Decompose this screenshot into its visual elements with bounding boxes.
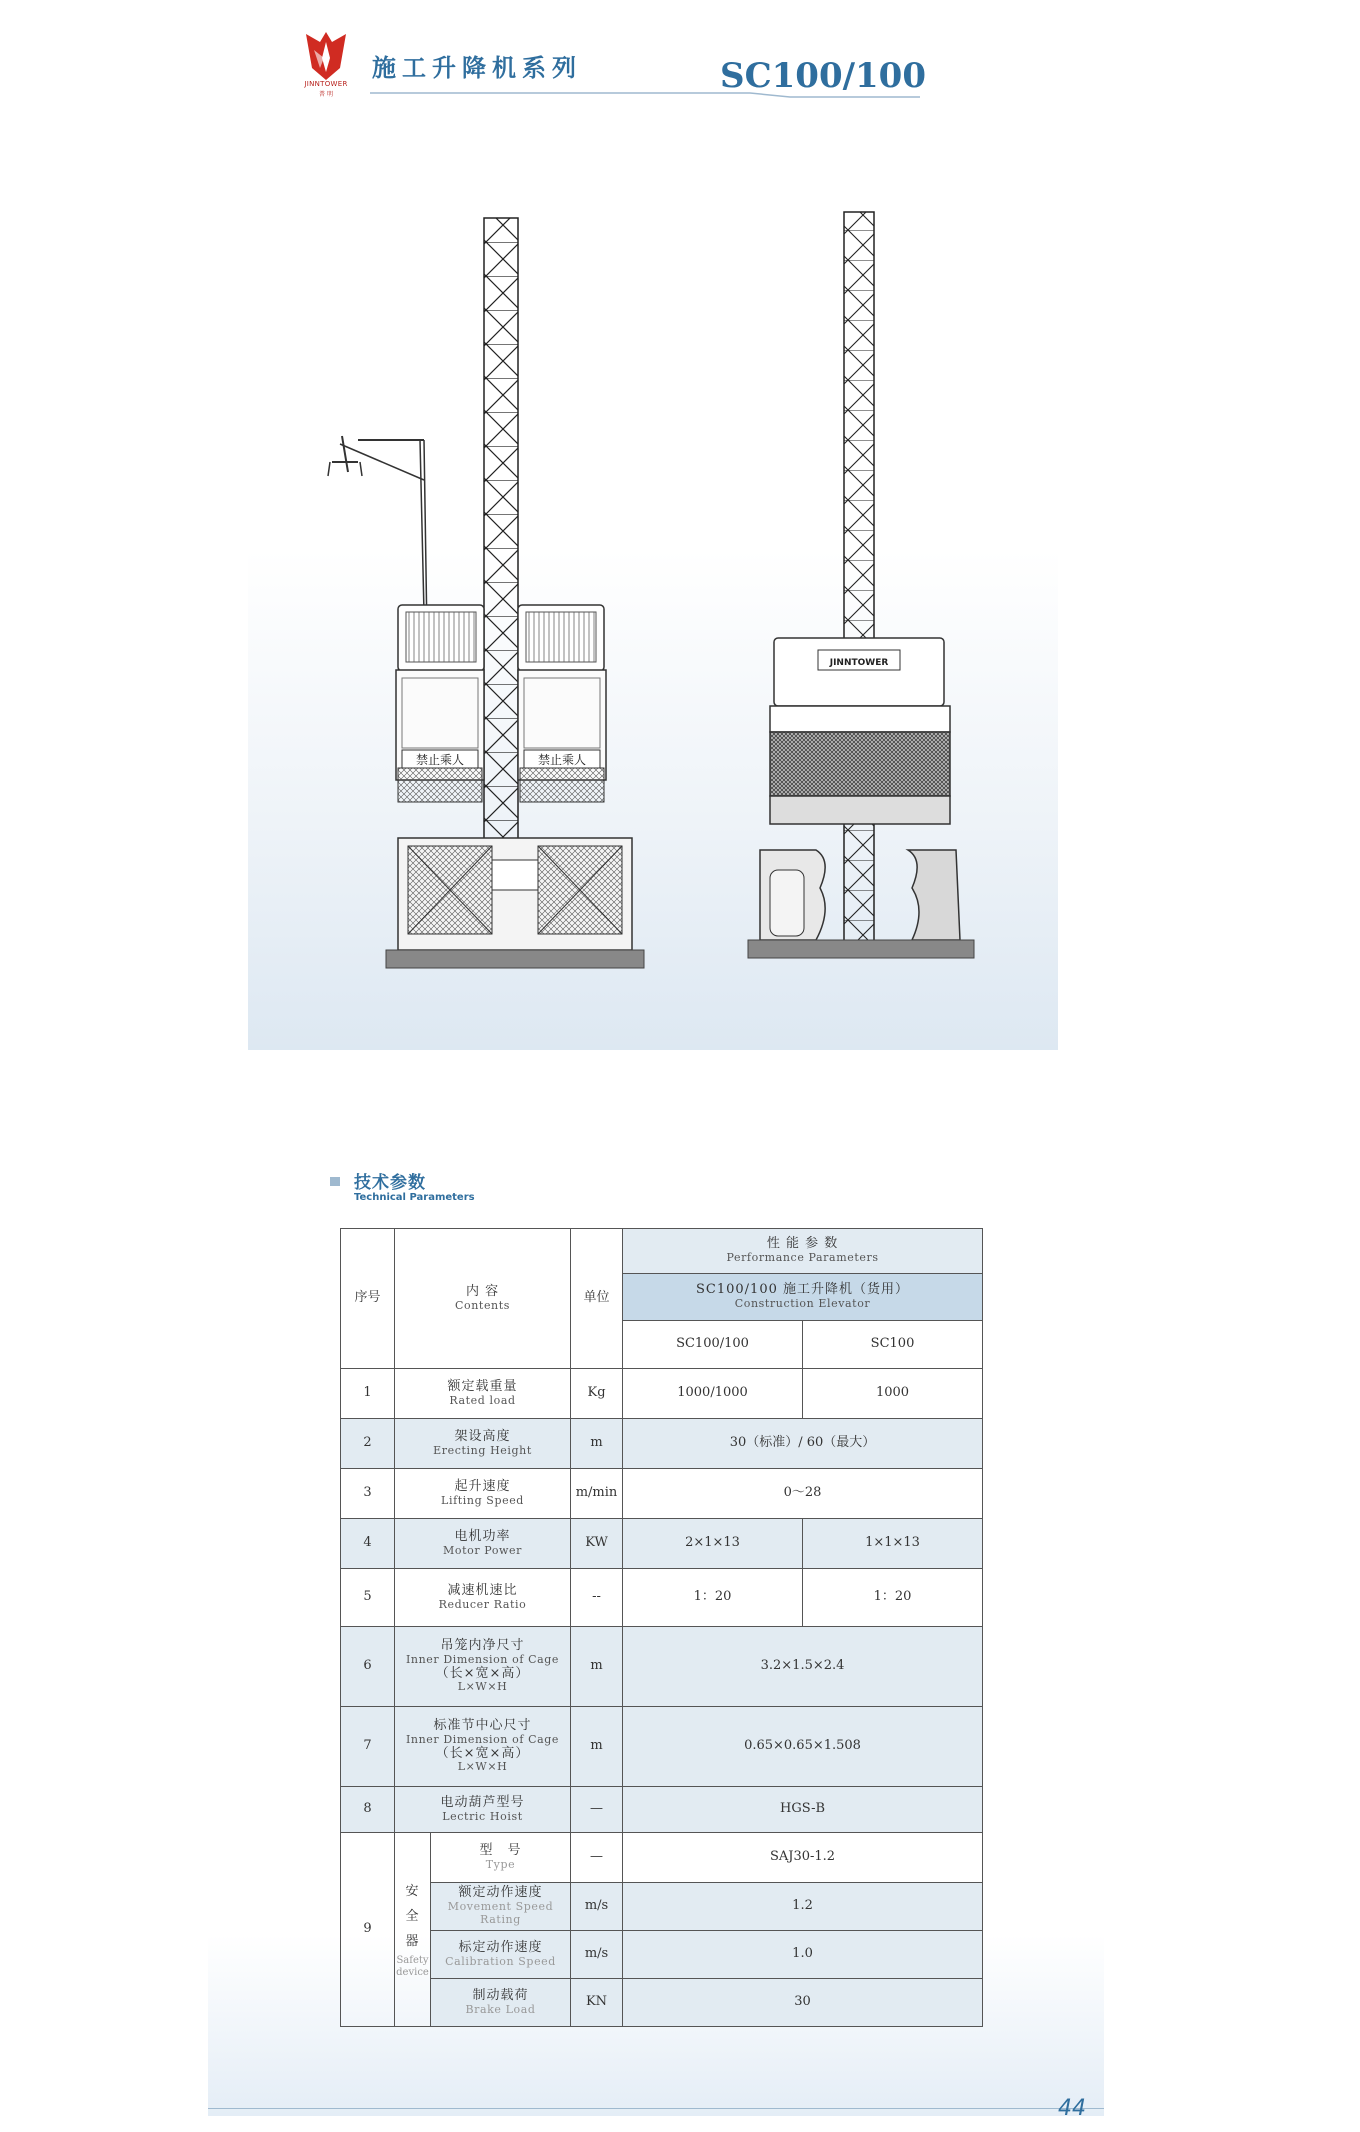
params-table [340,1228,983,2027]
right-cage-sign: 禁止乘人 [537,753,587,767]
safety-index: 9 [341,1833,395,2027]
page-header [290,22,930,112]
cabin-brand-label: JINNTOWER [829,658,889,668]
header-contents: 内 容 Contents [395,1229,571,1369]
table-row: 4 电机功率 Motor Power KW 2×1×13 1×1×13 [341,1519,983,1569]
table-row: 标定动作速度 Calibration Speed m/s 1.0 [341,1931,983,1979]
section-bullet-icon [330,1177,340,1186]
table-row: 1 额定载重量 Rated load Kg 1000/1000 1000 [341,1369,983,1419]
table-row: 2 架设高度 Erecting Height m 30（标准）/ 60（最大） [341,1419,983,1469]
header-col-a: SC100/100 [623,1321,803,1369]
table-row: 5 减速机速比 Reducer Ratio -- 1：20 1：20 [341,1569,983,1627]
page-number: 44 [1058,2096,1086,2121]
header-model: SC100/100 施工升降机（货用） Construction Elevator [623,1274,983,1321]
left-cage-sign: 禁止乘人 [415,753,465,767]
elevator-drawings [248,140,1058,1050]
double-cage-elevator [328,218,644,968]
tech-params-subtitle: Technical Parameters [354,1192,475,1203]
table-row: 6 吊笼内净尺寸 Inner Dimension of Cage （长×宽×高） L×W×H m 3.2×1.5×2.4 [341,1627,983,1707]
footer-divider [208,2108,1104,2109]
header-col-b: SC100 [803,1321,983,1369]
tech-params-title: 技术参数 [354,1173,426,1193]
table-row: 7 标准节中心尺寸 Inner Dimension of Cage （长×宽×高） L×W×H m 0.65×0.65×1.508 [341,1707,983,1787]
model-title: SC100/100 [720,56,926,96]
header-performance: 性 能 参 数 Performance Parameters [623,1229,983,1274]
safety-label: 安 全 器 Safety device [395,1833,431,2027]
table-row: 额定动作速度 Movement Speed Rating m/s 1.2 [341,1883,983,1931]
table-row: 3 起升速度 Lifting Speed m/min 0～28 [341,1469,983,1519]
series-title: 施工升降机系列 [372,54,582,82]
header-unit: 单位 [571,1229,623,1369]
header-divider [370,92,920,98]
table-row: 8 电动葫芦型号 Lectric Hoist — HGS-B [341,1787,983,1833]
elevator-illustration [248,140,1058,1050]
single-cage-elevator [748,212,974,958]
table-row: 制动载荷 Brake Load KN 30 [341,1979,983,2027]
header-index: 序号 [341,1229,395,1369]
logo-brand-cn: 普 明 [319,91,333,98]
table-row: 9 安 全 器 Safety device 型 号 Type — SAJ30-1.2 [341,1833,983,1883]
logo-brand-text: JINNTOWER [304,80,348,88]
